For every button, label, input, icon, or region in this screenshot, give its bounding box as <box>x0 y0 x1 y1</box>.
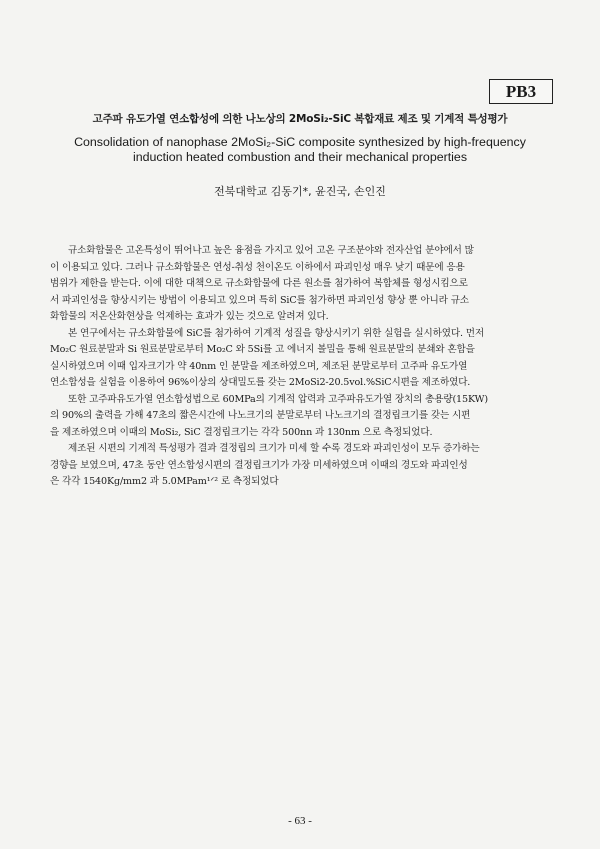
body-line: 은 각각 1540Kg/mm2 과 5.0MPam¹ᐟ² 로 측정되었다 <box>50 476 279 487</box>
body-line: 본 연구에서는 규소화합물에 SiC를 첨가하여 기계적 성질을 향상시키기 위한 실험을 실시하였다. 먼저 <box>68 327 485 339</box>
body-line: 을 제조하였으며 이때의 MoSi₂, SiC 결정립크기는 각각 500nn 과 130nm 으로 측정되었다. <box>50 426 433 438</box>
title-english <box>0 135 600 165</box>
body-line: 또한 고주파유도가열 연소합성법으로 60MPa의 기계적 압력과 고주파유도가열 장치의 총용량(15KW) <box>68 393 488 405</box>
body-line: 제조된 시편의 기계적 특성평가 결과 결정립의 크기가 미세 할 수록 경도와 파괴인성이 모두 증가하는 <box>68 443 480 454</box>
title-english-line: Consolidation of nanophase 2MoSi₂-SiC composite synthesized by high-frequency <box>74 135 526 149</box>
title-english-line: induction heated combustion and their mechanical properties <box>132 150 468 164</box>
body-line: 실시하였으며 이때 입자크기가 약 40nm 인 분말을 제조하였으며, 제조된 분말로부터 고주파 유도가열 <box>50 360 468 372</box>
body-line: 규소화합물은 고온특성이 뛰어나고 높은 융점을 가지고 있어 고온 구조분야와 전자산업 분야에서 많 <box>68 245 474 256</box>
title-korean: 고주파 유도가열 연소합성에 의한 나노상의 2MoSi₂-SiC 복합재료 제조 및 기계적 특성평가 <box>92 113 508 125</box>
page-number: - 63 - <box>288 815 312 827</box>
body-line: Mo₂C 원료분말과 Si 원료분말로부터 Mo₂C 와 5Si를 고 에너지 볼밀을 통해 원료분말의 분쇄와 혼합을 <box>50 344 475 355</box>
body-line: 화합물의 저온산화현상을 억제하는 효과가 있는 것으로 알려져 있다. <box>50 311 329 322</box>
body-line: 범위가 제한을 받는다. 이에 대한 대책으로 규소화합물에 다른 원소를 첨가하여 복합체를 형성시킴으로 <box>50 278 468 289</box>
body-line: 연소합성을 실험을 이용하여 96%이상의 상대밀도를 갖는 2MoSi2-20.5vol.%SiC시편을 제조하였다. <box>50 377 471 388</box>
page-code-box: PB3 <box>489 79 553 104</box>
authors: 전북대학교 김동기*, 윤진국, 손인진 <box>214 185 386 198</box>
body-line: 의 90%의 출력을 가해 47초의 짧은시간에 나노크기의 분말로부터 나노크기의 결정립크기를 갖는 시편 <box>50 410 471 421</box>
body-line: 서 파괴인성을 향상시키는 방법이 이용되고 있으며 특히 SiC를 첨가하면 파괴인성 향상 뿐 아니라 규소 <box>50 294 469 306</box>
abstract-body <box>50 243 558 491</box>
body-line: 경향을 보였으며, 47초 동안 연소합성시편의 결정립크기가 가장 미세하였으며 이때의 경도와 파괴인성 <box>50 459 468 471</box>
body-line: 이 이용되고 있다. 그러나 규소화합물은 연성-취성 천이온도 이하에서 파괴인성 매우 낮기 때문에 응용 <box>50 261 465 273</box>
